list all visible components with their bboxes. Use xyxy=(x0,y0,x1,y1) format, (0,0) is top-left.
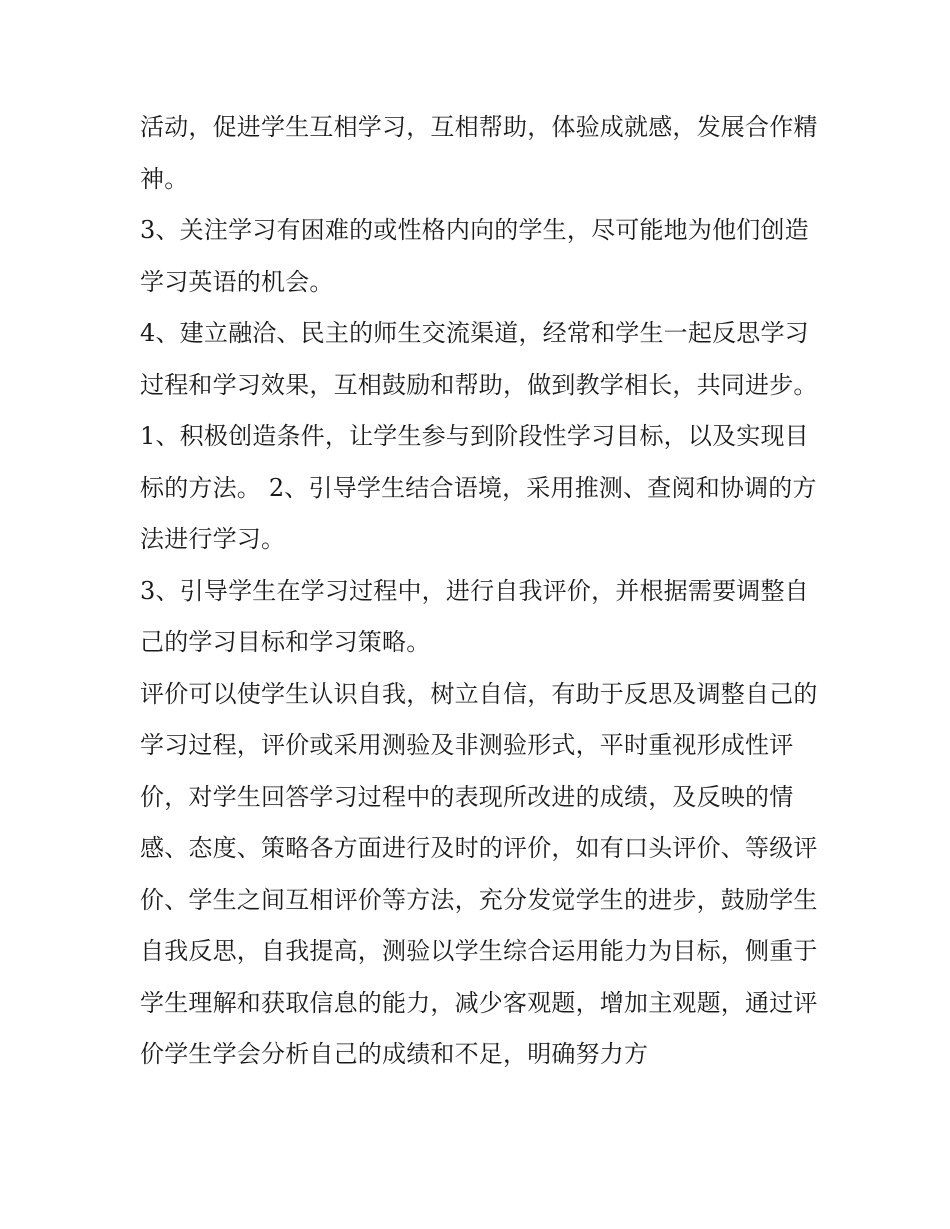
paragraph-items-1-2-learning-goals: 1、积极创造条件，让学生参与到阶段性学习目标，以及实现目标的方法。 2、引导学生结合语境，采用推测、查阅和协调的方法进行学习。 xyxy=(140,422,817,553)
paragraph-activity-cooperation: 活动，促进学生互相学习，互相帮助，体验成就感，发展合作精神。 xyxy=(140,113,818,193)
paragraph-evaluation: 评价可以使学生认识自我，树立自信，有助于反思及调整自己的学习过程，评价或采用测验及非测验形式，平时重视形成性评价，对学生回答学习过程中的表现所改进的成绩，及反映的情感、态度、策略各方面进行及时的评价，如有口头评价、等级评价、学生之间互相评价等方法，充分发觉学生的进步，鼓励学生自我反思，自我提高，测验以学生综合运用能力为目标，侧重于学生理解和获取信息的能力，减少客观题，增加主观题，通过评价学生学会分析自己的成绩和不足，明确努力方 xyxy=(140,679,818,1068)
document-body xyxy=(140,102,820,1081)
paragraph-item-3-introverted-students: 3、关注学习有困难的或性格内向的学生，尽可能地为他们创造学习英语的机会。 xyxy=(140,216,809,296)
paragraph-item-4-teacher-student-channel: 4、建立融洽、民主的师生交流渠道，经常和学生一起反思学习过程和学习效果，互相鼓励和帮助，做到教学相长，共同进步。 xyxy=(140,319,818,399)
paragraph-item-3-self-evaluation: 3、引导学生在学习过程中，进行自我评价，并根据需要调整自己的学习目标和学习策略。 xyxy=(140,576,809,656)
